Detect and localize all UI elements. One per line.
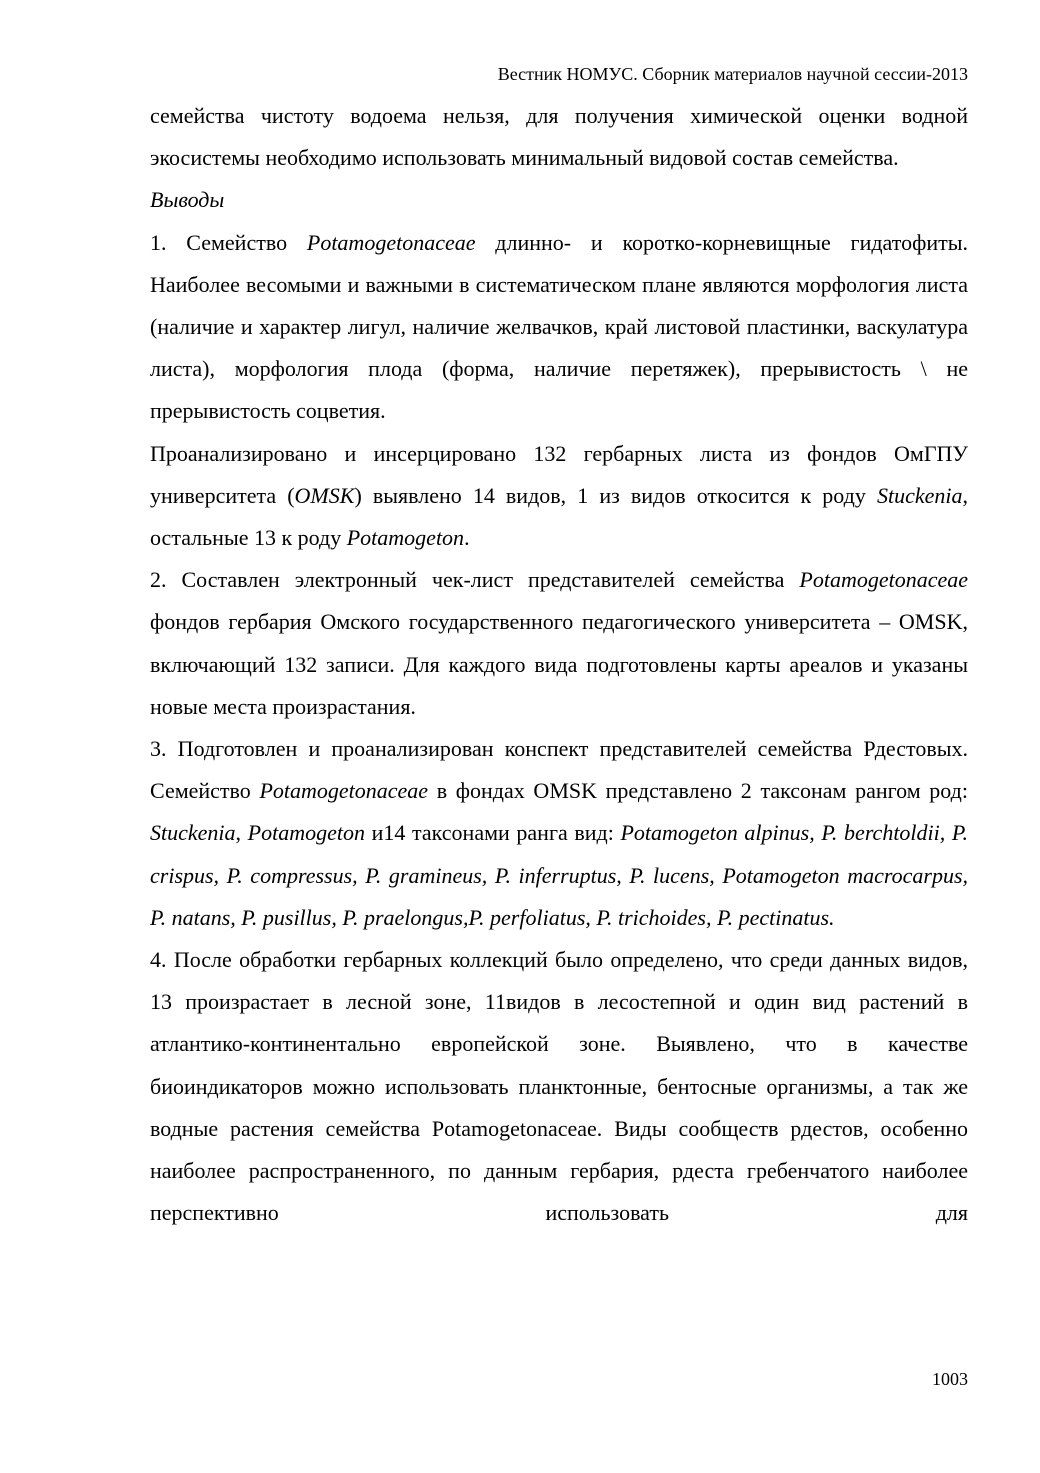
intro-line-1: семейства чистоту водоема нельзя, для получения химической оценки водной bbox=[150, 103, 968, 128]
item4-text: 4. После обработки гербарных коллекций было определено, что среди данных видов, 13 произрастает в лесной зоне, 11видов в лесостепной и один вид растений в атлантико-континентально европейской зоне. Выявлено, что в качестве биоиндикаторов можно использовать планктонные, бентосные организмы, а так же водные растения семейства Potamogetonaceae. Виды сообществ рдестов, особенно наиболее распространенного, по данным гербария, рдеста гребенчатого наиболее перспективно использовать для bbox=[150, 947, 968, 1226]
analysis-genus-2: Potamogeton bbox=[346, 525, 465, 551]
conclusion-item-1 bbox=[150, 222, 968, 433]
running-header: Вестник НОМУС. Сборник материалов научной сессии-2013 bbox=[497, 64, 968, 84]
analysis-paragraph bbox=[150, 433, 968, 560]
analysis-text-b: ) выявлено 14 видов, 1 из видов откосится к роду bbox=[354, 482, 877, 508]
intro-line-3: семейства. bbox=[798, 145, 899, 171]
item3-genus-1: Stuckenia bbox=[150, 820, 236, 846]
analysis-text-a: Проанализировано и инсерцировано 132 гербарных листа из фондов ОмГПУ университета ( bbox=[150, 440, 968, 508]
conclusion-item-4 bbox=[150, 939, 968, 1234]
item3-separator: , bbox=[235, 820, 248, 846]
conclusions-heading bbox=[150, 179, 968, 221]
item1-text-a: 1. Семейство bbox=[150, 229, 307, 255]
analysis-text-d: . bbox=[464, 525, 470, 551]
analysis-text-c: , остальные 13 к роду bbox=[150, 482, 968, 551]
item3-species-list: Potamogeton alpinus, P. berchtoldii, P. crispus, P. compressus, P. gramineus, P. inferruptus, P. lucens, Potamogeton macrocarpus, P. natans, P. pusillus, P. praelongus,P. perfoliatus, P. trichoides, P. pectinatus. bbox=[150, 820, 968, 930]
item3-taxon: Potamogetonaceae bbox=[259, 778, 429, 804]
item3-text-a: 3. Подготовлен и проанализирован конспект представителей семейства Рдестовых. Семейство bbox=[150, 736, 968, 804]
conclusion-item-2 bbox=[150, 559, 968, 728]
item3-genus-2: Potamogeton bbox=[247, 820, 365, 846]
item3-text-b: в фондах OMSK представлено 2 таксонам рангом род: bbox=[428, 778, 968, 804]
analysis-genus-1: Stuckenia bbox=[876, 482, 963, 508]
conclusion-item-3 bbox=[150, 728, 968, 939]
page-number: 1003 bbox=[932, 1369, 968, 1389]
item2-text-b: фондов гербария Омского государственного педагогического университета – OMSK, включающий 132 записи. Для каждого вида подготовлены карты ареалов и указаны новые места произрастания. bbox=[150, 609, 968, 719]
item3-text-c: и14 таксонами ранга вид: bbox=[364, 820, 621, 846]
intro-line-2: экосистемы необходимо использовать минимальный видовой состав bbox=[150, 145, 794, 171]
item2-text-a: 2. Составлен электронный чек-лист представителей семейства bbox=[150, 567, 800, 593]
conclusions-heading-text: Выводы bbox=[150, 187, 225, 213]
item1-text-b: длинно- и коротко-корневищные гидатофиты. Наиболее весомыми и важными в систематическом плане являются морфология листа (наличие и характер лигул, наличие желвачков, край листовой пластинки, васкулатура листа), морфология плода (форма, наличие перетяжек), прерывистость \ не прерывистость соцветия. bbox=[150, 229, 968, 424]
item2-taxon: Potamogetonaceae bbox=[799, 567, 968, 593]
analysis-herbarium: OMSK bbox=[294, 482, 355, 508]
document-body bbox=[150, 95, 968, 1234]
item1-taxon: Potamogetonaceae bbox=[306, 229, 476, 255]
intro-paragraph bbox=[150, 95, 968, 179]
